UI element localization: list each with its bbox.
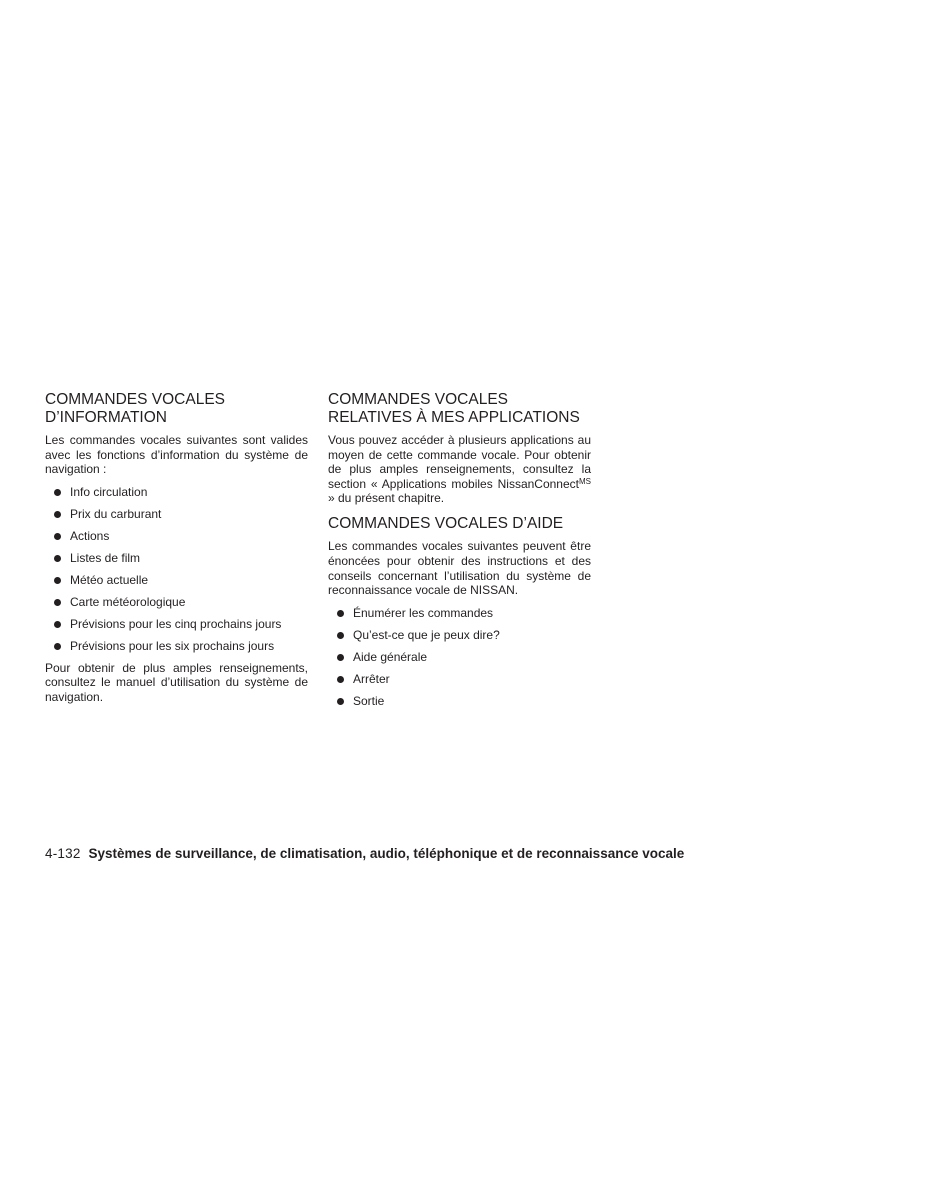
list-item (45, 639, 308, 654)
information-commands-list (45, 485, 308, 653)
bullet-icon (54, 489, 61, 496)
help-commands-list (328, 606, 591, 709)
chapter-title: Systèmes de surveillance, de climatisation, audio, téléphonique et de reconnaissance vocale (88, 846, 685, 861)
list-item (45, 529, 308, 544)
list-item-text: Météo actuelle (70, 572, 149, 587)
list-item (328, 628, 591, 643)
list-item-text: Prévisions pour les cinq prochains jours (70, 616, 282, 631)
list-item (328, 672, 591, 687)
page-number: 4-132 (45, 846, 81, 861)
list-item (45, 551, 308, 566)
list-item-text: Sortie (353, 693, 385, 708)
right-column (328, 391, 591, 716)
bullet-icon (54, 577, 61, 584)
my-apps-commands-text (328, 433, 591, 506)
list-item (45, 485, 308, 500)
bullet-icon (54, 533, 61, 540)
my-apps-text-part: Vous pouvez accéder à plusieurs applications au moyen de cette commande vocale. Pour obtenir de plus amples renseignements, consultez la section « Applications mobiles NissanConnect (328, 433, 591, 491)
information-commands-outro: Pour obtenir de plus amples renseignements, consultez le manuel d’utilisation du système de navigation. (45, 660, 308, 704)
superscript-ms: MS (579, 476, 591, 486)
list-item (45, 617, 308, 632)
list-item (328, 650, 591, 665)
heading-line: D’INFORMATION (45, 408, 167, 426)
information-commands-intro: Les commandes vocales suivantes sont valides avec les fonctions d’information du système de navigation : (45, 433, 308, 477)
bullet-icon (337, 654, 344, 661)
list-item-text: Prévisions pour les six prochains jours (70, 638, 275, 653)
heading-line: RELATIVES À MES APPLICATIONS (328, 408, 580, 426)
list-item (45, 573, 308, 588)
list-item (45, 507, 308, 522)
list-item-text: Énumérer les commandes (353, 605, 494, 620)
heading-line: COMMANDES VOCALES (328, 391, 509, 408)
help-commands-intro: Les commandes vocales suivantes peuvent être énoncées pour obtenir des instructions et des conseils concernant l’utilisation du système de reconnaissance vocale de NISSAN. (328, 539, 591, 598)
bullet-icon (337, 676, 344, 683)
list-item-text: Actions (70, 528, 110, 543)
bullet-icon (337, 632, 344, 639)
bullet-icon (54, 643, 61, 650)
information-commands-heading (45, 391, 308, 426)
bullet-icon (54, 621, 61, 628)
my-apps-text-part: » du présent chapitre. (328, 491, 445, 506)
list-item-text: Listes de film (70, 550, 141, 565)
list-item-text: Carte météorologique (70, 594, 186, 609)
bullet-icon (337, 610, 344, 617)
list-item-text: Aide générale (353, 649, 428, 664)
list-item-text: Qu’est-ce que je peux dire? (353, 627, 500, 642)
my-apps-commands-heading (328, 391, 591, 426)
list-item (45, 595, 308, 610)
left-column (45, 391, 308, 704)
list-item (328, 694, 591, 709)
list-item-text: Arrêter (353, 671, 390, 686)
page-footer (45, 846, 684, 862)
bullet-icon (337, 698, 344, 705)
help-commands-heading: COMMANDES VOCALES D’AIDE (328, 514, 564, 532)
bullet-icon (54, 555, 61, 562)
list-item (328, 606, 591, 621)
list-item-text: Info circulation (70, 484, 148, 499)
bullet-icon (54, 511, 61, 518)
list-item-text: Prix du carburant (70, 506, 162, 521)
heading-line: COMMANDES VOCALES (45, 391, 226, 408)
bullet-icon (54, 599, 61, 606)
